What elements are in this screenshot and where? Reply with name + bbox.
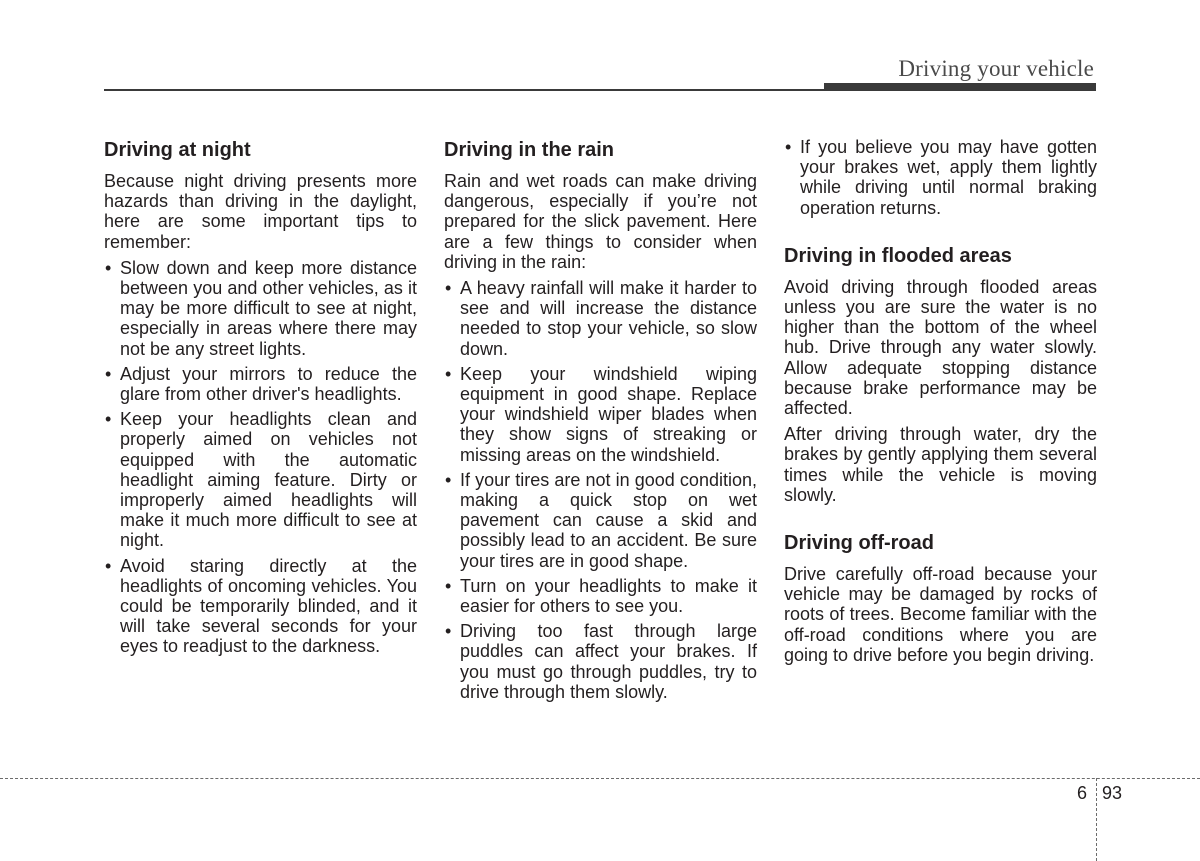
list-item: • A heavy rainfall will make it harder to see and will increase the distance needed to stop your vehicle, so slow down. [444, 278, 757, 359]
page-header-title: Driving your vehicle [898, 56, 1094, 81]
flooded-paragraph-1: Avoid driving through flooded areas unless you are sure the water is no higher than the bottom of the wheel hub. Drive through any water slowly. Allow adequate stopping distance because brake performance may be affected. [784, 276, 1097, 419]
section-third-column [784, 137, 1097, 671]
footer-vertical-dashed-rule [1096, 778, 1097, 861]
heading-driving-in-rain: Driving in the rain [444, 139, 615, 161]
rain-intro: Rain and wet roads can make driving dangerous, especially if you’re not prepared for the slick pavement. Here are a few things to consider when driving in the rain: [444, 171, 757, 272]
rain-tips-list [444, 278, 757, 702]
heading-driving-off-road: Driving off-road [784, 532, 934, 555]
heading-driving-at-night: Driving at night [104, 139, 251, 161]
page-chapter-number: 6 [1077, 783, 1088, 803]
list-item: • Driving too fast through large puddles can affect your brakes. If you must go through puddles, try to drive through them slowly. [444, 621, 757, 702]
page-number: 93 [1102, 783, 1123, 803]
footer-dashed-rule [0, 778, 1200, 779]
heading-driving-in-flooded-areas: Driving in flooded areas [784, 244, 1012, 267]
night-tips-list [104, 258, 417, 657]
header-rule [104, 89, 824, 91]
night-intro: Because night driving presents more hazards than driving in the daylight, here are some important tips to remember: [104, 171, 417, 252]
offroad-paragraph: Drive carefully off-road because your vehicle may be damaged by rocks of roots of trees. Become familiar with the off-road conditions where you are going to drive before you begin driving. [784, 564, 1097, 665]
list-item: • If your tires are not in good condition, making a quick stop on wet pavement can cause a skid and possibly lead to an accident. Be sure your tires are in good shape. [444, 470, 757, 571]
list-item: • If you believe you may have gotten your brakes wet, apply them lightly while driving until normal braking operation returns. [784, 137, 1097, 218]
section-driving-in-rain [444, 137, 757, 707]
list-item: • Avoid staring directly at the headlights of oncoming vehicles. You could be temporarily blinded, and it will take several seconds for your eyes to readjust to the darkness. [104, 556, 417, 657]
section-driving-at-night [104, 137, 417, 662]
flooded-paragraph-2: After driving through water, dry the brakes by gently applying them several times while the vehicle is moving slowly. [784, 424, 1097, 505]
list-item: • Adjust your mirrors to reduce the glare from other driver's headlights. [104, 364, 417, 404]
rain-tips-continued-list [784, 137, 1097, 218]
header-rule-accent [824, 83, 1096, 91]
list-item: • Turn on your headlights to make it easier for others to see you. [444, 576, 757, 616]
list-item: • Keep your headlights clean and properly aimed on vehicles not equipped with the automatic headlight aiming feature. Dirty or improperly aimed headlights will make it much more difficult to see at night. [104, 409, 417, 550]
list-item: • Keep your windshield wiping equipment in good shape. Replace your windshield wiper blades when they show signs of streaking or missing areas on the windshield. [444, 364, 757, 465]
list-item: • Slow down and keep more distance between you and other vehicles, as it may be more difficult to see at night, especially in areas where there may not be any street lights. [104, 258, 417, 359]
